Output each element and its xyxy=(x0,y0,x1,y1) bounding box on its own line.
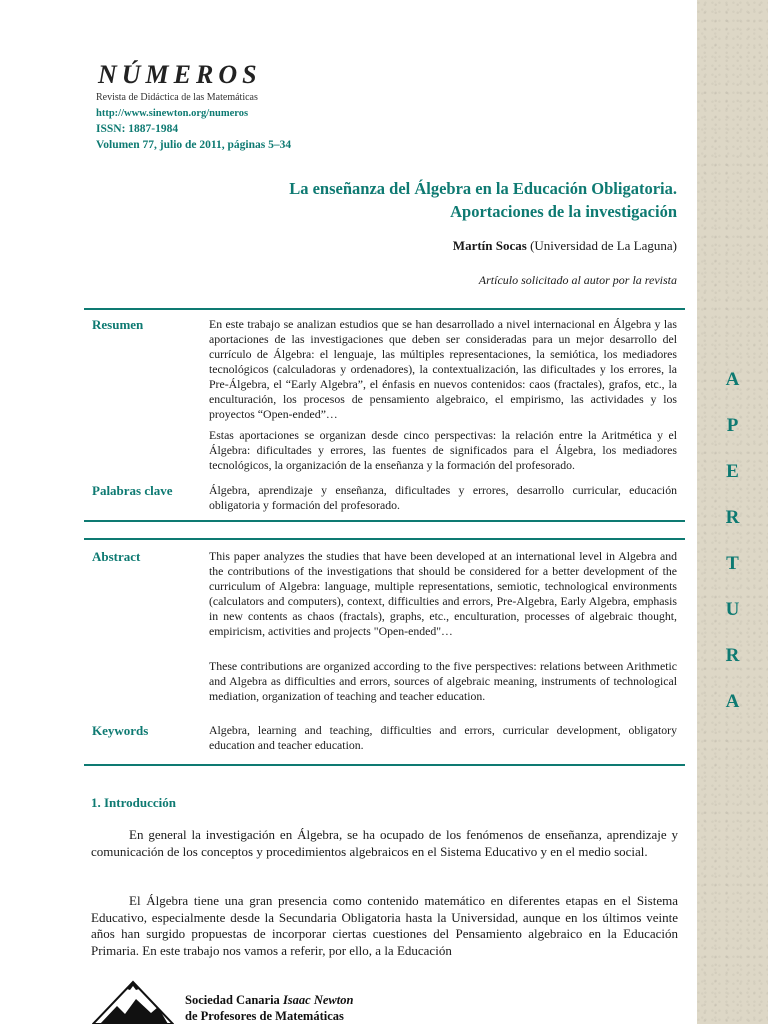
author-line xyxy=(453,238,677,254)
section-sidebar xyxy=(697,0,768,1024)
issn: ISSN: 1887-1984 xyxy=(96,123,179,135)
sidebar-letter: T xyxy=(726,553,739,574)
sidebar-letter: A xyxy=(725,369,740,390)
sidebar-letter: U xyxy=(725,599,740,620)
intro-paragraph-2: El Álgebra tiene una gran presencia como contenido matemático en diferentes etapas en el Sistema Educativo, especialmente desde la Secundaria Obligatoria hasta la Universidad, aunque en los últimos veinte años han surgido propuestas de incorporar ciertas cuestiones del Pensamiento algebraico en la Educación Primaria. En este trabajo nos vamos a referir, por ello, a la Educación xyxy=(91,893,678,959)
resumen-paragraph-2: Estas aportaciones se organizan desde cinco perspectivas: la relación entre la Aritmética y el Álgebra: dificultades y errores, las fuentes de significados para el Álgebra, los mediadores tecnológicos, la organización de la enseñanza y la formación del profesorado. xyxy=(209,428,677,472)
abstract-paragraph-2: These contributions are organized according to the five perspectives: relations between Arithmetic and Algebra as difficulties and errors, sources of algebraic meaning, instruments of technological mediation, organization of teaching and teacher education. xyxy=(209,659,677,703)
palabras-clave-label: Palabras clave xyxy=(92,483,173,498)
intro-paragraph-1: En general la investigación en Álgebra, se ha ocupado de los fenómenos de enseñanza, aprendizaje y comunicación de los conceptos y procedimientos algebraicos en el Sistema Educativo y en el medio social. xyxy=(91,827,678,859)
sidebar-letter: P xyxy=(726,415,739,436)
abstract-label: Abstract xyxy=(92,549,141,564)
section-heading: 1. Introducción xyxy=(91,795,176,810)
journal-url-link[interactable]: http://www.sinewton.org/numeros xyxy=(96,108,249,119)
sidebar-letter: R xyxy=(725,645,740,666)
divider-bottom-resumen xyxy=(84,520,685,522)
journal-subtitle: Revista de Didáctica de las Matemáticas xyxy=(96,92,258,103)
article-title-line-2: Aportaciones de la investigación xyxy=(450,202,677,221)
article-title-line-1: La enseñanza del Álgebra en la Educación Obligatoria. xyxy=(289,179,677,198)
keywords-text: Algebra, learning and teaching, difficulties and errors, curricular development, obligatory education and teacher education. xyxy=(209,723,677,752)
author-affiliation: (Universidad de La Laguna) xyxy=(530,238,677,253)
volume-info: Volumen 77, julio de 2011, páginas 5–34 xyxy=(96,139,292,151)
divider-bottom-abstract xyxy=(84,764,685,766)
resumen-paragraph-1: En este trabajo se analizan estudios que se han desarrollado a nivel internacional en Álgebra y las aportaciones de las investigaciones que deben ser consideradas para un mejor desarrollo del currículo de Álgebra: el lenguaje, las múltiples representaciones, la semiótica, los mediadores tecnológicos (calculadoras y ordenadores), la contextualización, las dificultades y los errores, la Pre-Álgebra, el “Early Algebra”, el énfasis en nuevos contenidos: caos (fractales), grafos, etc., la enculturación, los procesos de pensamiento algebraico, el empirismo, las actividades y los proyectos “Open-ended”… xyxy=(209,317,677,421)
sidebar-letter: A xyxy=(725,691,740,712)
society-name-line-1 xyxy=(185,993,353,1008)
abstract-paragraph-1: This paper analyzes the studies that have been developed at an international level in Algebra and the contributions of the investigations that should be considered for a better development of the curriculum of Algebra: language, multiple representations, semiotic, technological environments (calculators and computers), context, difficulties and errors, Pre-Algebra, Early Algebra, emphasis in new contents as chaos (fractals), graphs, etc., enculturation, processes of algebraic thought, empiricism, activities and projects "Open-ended"… xyxy=(209,549,677,638)
society-mountain-logo xyxy=(92,980,174,1024)
society-name-prefix: Sociedad Canaria xyxy=(185,993,280,1007)
society-name-italic: Isaac Newton xyxy=(282,993,354,1007)
author-name: Martín Socas xyxy=(452,238,527,253)
society-name-line-2: de Profesores de Matemáticas xyxy=(185,1009,344,1023)
keywords-label: Keywords xyxy=(92,723,149,738)
sidebar-letter: E xyxy=(726,461,739,482)
resumen-label: Resumen xyxy=(92,317,144,332)
divider-top-abstract xyxy=(84,538,685,540)
journal-logo: NÚMEROS xyxy=(98,60,262,89)
article-note: Artículo solicitado al autor por la revista xyxy=(478,273,677,287)
sidebar-letter: R xyxy=(725,507,740,528)
palabras-clave-text: Álgebra, aprendizaje y enseñanza, dificultades y errores, desarrollo curricular, educación obligatoria y formación del profesorado. xyxy=(209,483,677,512)
divider-top-resumen xyxy=(84,308,685,310)
